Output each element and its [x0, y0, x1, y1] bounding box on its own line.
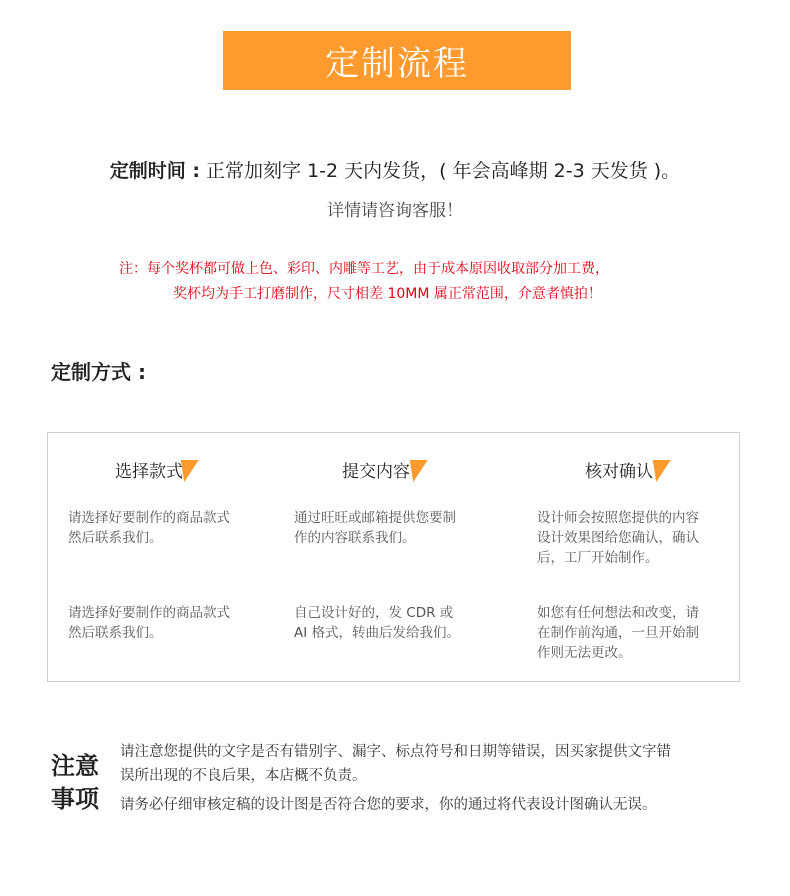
page-banner-title: 定制流程: [223, 31, 571, 90]
notice-paragraph-1: [120, 740, 740, 788]
step-description: [294, 508, 456, 548]
step-title: 核对确认: [585, 462, 653, 482]
desc-line: AI 格式，转曲后发给我们。: [294, 625, 461, 641]
step-title: 选择款式: [115, 462, 183, 482]
desc-line: 设计效果图给您确认，确认: [537, 530, 699, 546]
contact-service-text: 详情请咨询客服！: [327, 201, 463, 221]
notice-paragraph-2: 请务必仔细审核定稿的设计图是否符合您的要求，你的通过将代表设计图确认无误。: [120, 797, 657, 813]
desc-line: 后，工厂开始制作。: [537, 550, 659, 566]
note-line-1: 注：每个奖杯都可做上色、彩印、内雕等工艺，由于成本原因收取部分加工费，: [119, 261, 609, 277]
desc-line: 在制作前沟通，一旦开始制: [537, 625, 699, 641]
desc-line: 然后联系我们。: [68, 530, 163, 546]
method-title: 定制方式 :: [51, 360, 146, 384]
desc-line: 设计师会按照您提供的内容: [537, 510, 699, 526]
step-submit-content: [342, 457, 410, 482]
step-confirm: [585, 457, 653, 482]
production-time-label: 定制时间 :: [109, 160, 201, 182]
step-select-style: [115, 457, 183, 482]
notice-title-line: 事项: [51, 785, 99, 813]
step-description: [68, 603, 230, 643]
step-description: [537, 508, 699, 568]
notice-line: 误所出现的不良后果，本店概不负责。: [120, 768, 367, 784]
desc-line: 如您有任何想法和改变，请: [537, 605, 699, 621]
desc-line: 请选择好要制作的商品款式: [68, 510, 230, 526]
desc-line: 通过旺旺或邮箱提供您要制: [294, 510, 456, 526]
desc-line: 请选择好要制作的商品款式: [68, 605, 230, 621]
desc-line: 作则无法更改。: [537, 645, 632, 661]
notice-line: 请注意您提供的文字是否有错别字、漏字、标点符号和日期等错误，因买家提供文字错: [120, 744, 671, 760]
desc-line: 作的内容联系我们。: [294, 530, 416, 546]
notice-title: [51, 750, 103, 816]
step-title: 提交内容: [342, 462, 410, 482]
step-description: [68, 508, 230, 548]
production-time-line: [0, 156, 790, 183]
desc-line: 然后联系我们。: [68, 625, 163, 641]
step-description: [294, 603, 460, 643]
production-time-text: 正常加刻字 1-2 天内发货，( 年会高峰期 2-3 天发货 )。: [200, 160, 681, 182]
step-description: [537, 603, 699, 663]
desc-line: 自己设计好的，发 CDR 或: [294, 605, 454, 621]
notice-title-line: 注意: [51, 752, 99, 780]
note-line-2: 奖杯均为手工打磨制作，尺寸相差 10MM 属正常范围，介意者慎拍！: [173, 286, 602, 302]
